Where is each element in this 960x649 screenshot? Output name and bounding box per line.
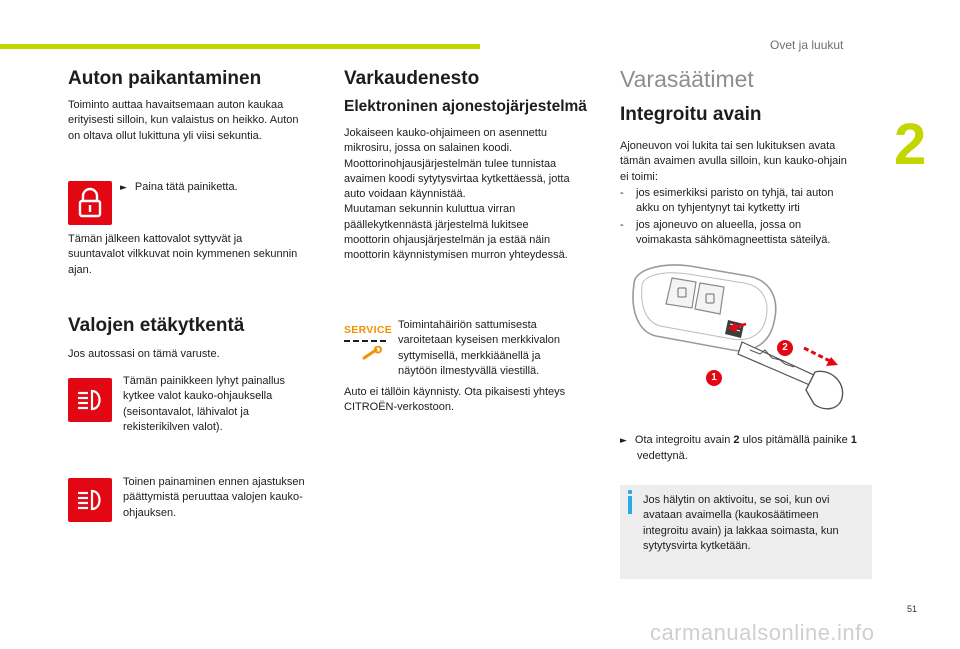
instruction-remove-key: ► Ota integroitu avain 2 ulos pitämällä painike 1 vedettynä. xyxy=(620,434,857,463)
heading-car-locator: Auton paikantaminen xyxy=(68,68,262,89)
headlamp-icon xyxy=(68,378,112,422)
headlamp-icon xyxy=(68,478,112,522)
section-title: Ovet ja luukut xyxy=(770,38,844,52)
paragraph-fault-warning: Toimintahäiriön sattumisesta varoitetaan kyseisen merkkivalon syttymisellä, merkkiäänellä ja näytöön ilmestyvällä viestillä. xyxy=(398,319,561,377)
lock-button-icon xyxy=(68,181,112,225)
header-accent-bar xyxy=(0,44,480,49)
heading-remote-lighting: Valojen etäkytkentä xyxy=(68,315,245,336)
chapter-number: 2 xyxy=(894,112,927,177)
paragraph-second-press: Toinen painaminen ennen ajastuksen päättymistä peruuttaa valojen kauko- ohjauksen. xyxy=(123,476,305,519)
page-number: 51 xyxy=(907,604,918,614)
service-warning-icon xyxy=(344,324,394,364)
paragraph-lights-flash: Tämän jälkeen kattovalot syttyvät ja suuntavalot vilkkuvat noin kymmenen sekunnin ajan. xyxy=(68,233,298,276)
paragraph-locator-intro: Toiminto auttaa havaitsemaan auton kaukaa erityisesti silloin, kun valaistus on heikko. Auton on oltava ollut lukittuna yli viisi sekuntia. xyxy=(68,99,299,142)
dashed-line xyxy=(344,340,386,342)
heading-backup-controls: Varasäätimet xyxy=(620,66,754,92)
callout-1: 1 xyxy=(706,370,722,386)
info-icon xyxy=(628,496,632,514)
headlamp-button-icon-2 xyxy=(68,478,112,522)
callout-2: 2 xyxy=(777,340,793,356)
paragraph-key-intro: Ajoneuvon voi lukita tai sen lukituksen avata tämän avaimen avulla silloin, kun kauko-ohjain ei toimi: xyxy=(620,140,847,183)
paragraph-immobiliser: Jokaiseen kauko-ohjaimeen on asennettu mikrosiru, jossa on salainen koodi. Moottorinohjausjärjestelmän tulee tunnistaa avaimen koodi sytytysvirtaa kytkettäessä, jotta auto voidaan käynnistää. Muutaman sekunnin kuluttua virran päällekytkennästä järjestelmä lukitsee moottorin ohjausjärjestelmän ja estää näin moottorin käynnistymisen murron yhteydessä. xyxy=(344,127,570,262)
lock-icon xyxy=(68,181,112,225)
heading-integrated-key: Integroitu avain xyxy=(620,104,762,125)
headlamp-button-icon xyxy=(68,378,112,422)
paragraph-no-start: Auto ei tällöin käynnisty. Ota pikaisesti yhteys CITROËN-verkostoon. xyxy=(344,386,566,414)
heading-anti-theft: Varkaudenesto xyxy=(344,68,480,89)
paragraph-short-press: Tämän painikkeen lyhyt painallus kytkee valot kauko-ohjauksella (seisontavalot, lähivalot ja rekisterikilven valot). xyxy=(123,375,286,433)
instruction-press-button: ► Paina tätä painiketta. xyxy=(120,181,238,193)
paragraph-alarm-note: Jos hälytin on aktivoitu, se soi, kun ovi avataan avaimella (kaukosäätimeen integroitu avain) ja lakkaa soimasta, kun sytytysvirta kytketään. xyxy=(643,494,839,552)
remote-key-icon xyxy=(620,262,870,422)
paragraph-equipped: Jos autossasi on tämä varuste. xyxy=(68,348,220,360)
wrench-icon xyxy=(344,346,394,362)
key-illustration xyxy=(620,262,870,422)
subheading-immobiliser: Elektroninen ajonestojärjestelmä xyxy=(344,98,587,115)
info-icon-dot xyxy=(628,490,632,494)
watermark: carmanualsonline.info xyxy=(650,620,875,645)
service-label: SERVICE xyxy=(344,324,393,336)
bullet-item-battery: - jos esimerkiksi paristo on tyhjä, tai auton akku on tyhjentynyt tai kytketty irti xyxy=(620,187,834,215)
bullet-item-radiation: - jos ajoneuvo on alueella, jossa on voimakasta sähkömagneettista säteilyä. xyxy=(620,219,831,247)
